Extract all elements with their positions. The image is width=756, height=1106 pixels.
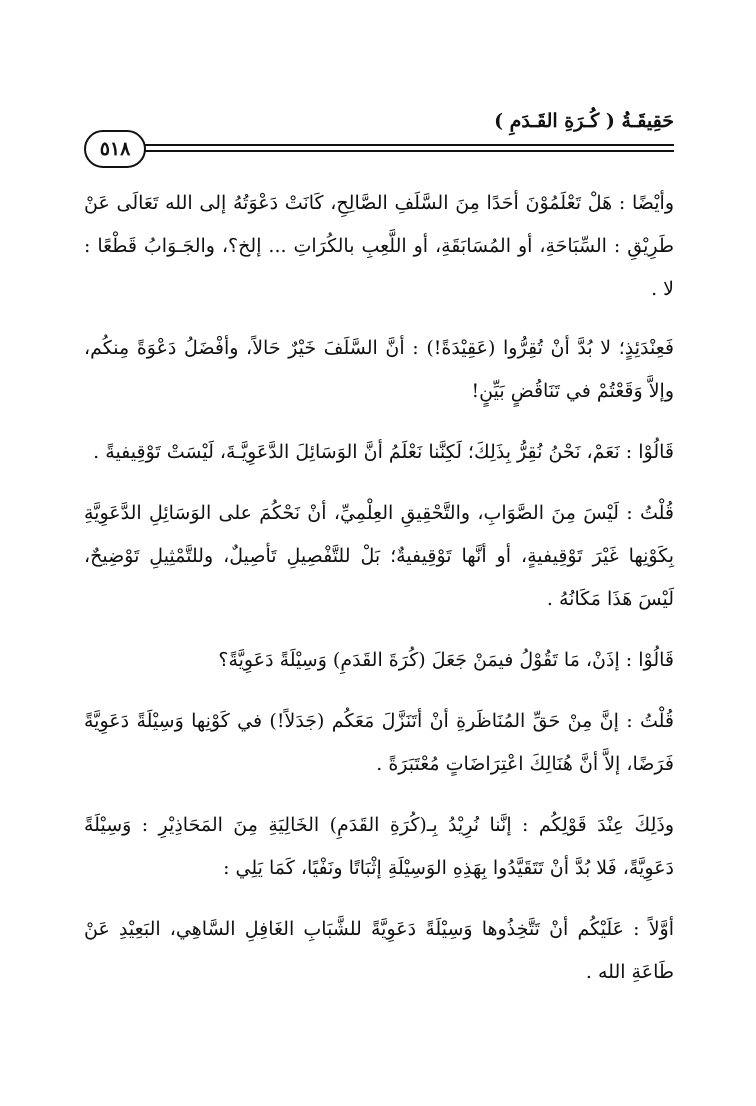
paragraph-2: فَعِنْدَئِذٍ؛ لا بُدَّ أنْ تُقِرُّوا (عَقِيْدَةً!) : أنَّ السَّلَفَ خَيْرٌ حَالاً، وأفْضَلُ دَعْوَةً مِنكُم، وإلاَّ وَقَعْتُمْ في تَنَاقُضٍ بَيِّنٍ!	[84, 337, 674, 402]
paragraph-4: قُلْتُ : لَيْسَ مِنَ الصَّوَابِ، والتَّحْقِيقِ العِلْمِيِّ، أنْ نَحْكُمَ على الوَسَائِلِ الدَّعَوِيَّةِ بِكَوْنِها غَيْرَ تَوْقِيفيةٍ، أو أنَّها تَوْقِيفيةٌ؛ بَلْ للتَّفْصِيلِ تَأصِيلٌ، وللتَّمْثِيلِ تَوْضِيحٌ، لَيْسَ هَذَا مَكَانُهُ .	[84, 502, 674, 610]
paragraph-6: قُلْتُ : إنَّ مِنْ حَقِّ المُنَاظَرةِ أنْ أتَنَزَّلَ مَعَكُم (جَدَلاً!) في كَوْنِها وَسِيْلَةً دَعَوِيَّةً فَرَضًا، إلاَّ أنَّ هُنَالِكَ اعْتِرَاضَاتٍ مُعْتَبَرَةً .	[84, 710, 674, 775]
body-text	[84, 182, 674, 1012]
running-title: حَقِيقَـةُ ( كُـرَةِ القَـدَمِ )	[494, 110, 674, 132]
page-number: ٥١٨	[84, 130, 146, 168]
page-header	[84, 110, 674, 182]
paragraph-1: وأيْضًا : هَلْ تَعْلَمُوْنَ أحَدًا مِنَ السَّلَفِ الصَّالِحِ، كَانَتْ دَعْوَتُهُ إلى الله تَعَالَى عَنْ طَرِيْقِ : السِّبَاحَةِ، أو المُسَابَقَةِ، أو اللَّعِبِ بالكُرَاتِ ... إلخ؟، والجَـوَابُ قَطْعًا : لا .	[84, 192, 674, 300]
header-rule-bottom	[144, 150, 674, 152]
paragraph-7: وذَلِكَ عِنْدَ قَوْلِكُم : إنَّنا نُرِيْدُ بِـ(كُرَةِ القَدَمِ) الخَالِيَةِ مِنَ المَحَاذِيْرِ : وَسِيْلَةً دَعَوِيَّةً، فَلا بُدَّ أنْ تَتَقَيَّدُوا بِهَذِهِ الوَسِيْلَةِ إثْبَاتًا ونَفْيًا، كَمَا يَلِي :	[84, 814, 674, 879]
header-rule-top	[144, 144, 674, 146]
paragraph-8: أوَّلاً : عَلَيْكُم أنْ تَتَّخِذُوها وَسِيْلَةً دَعَوِيَّةً للشَّبَابِ الغَافِلِ السَّاهِي، البَعِيْدِ عَنْ طَاعَةِ الله .	[84, 918, 674, 983]
paragraph-3: قَالُوْا : نَعَمْ، نَحْنُ نُقِرُّ بِذَلِكَ؛ لَكِنَّنا نَعْلَمُ أنَّ الوَسَائِلَ الدَّعَوِيَّـةَ، لَيْسَتْ تَوْقِيفيةً .	[93, 441, 674, 463]
paragraph-5: قَالُوْا : إذَنْ، مَا تَقُوْلُ فيمَنْ جَعَلَ (كُرَةَ القَدَمِ) وَسِيْلَةً دَعَوِيَّةً؟	[218, 649, 674, 671]
